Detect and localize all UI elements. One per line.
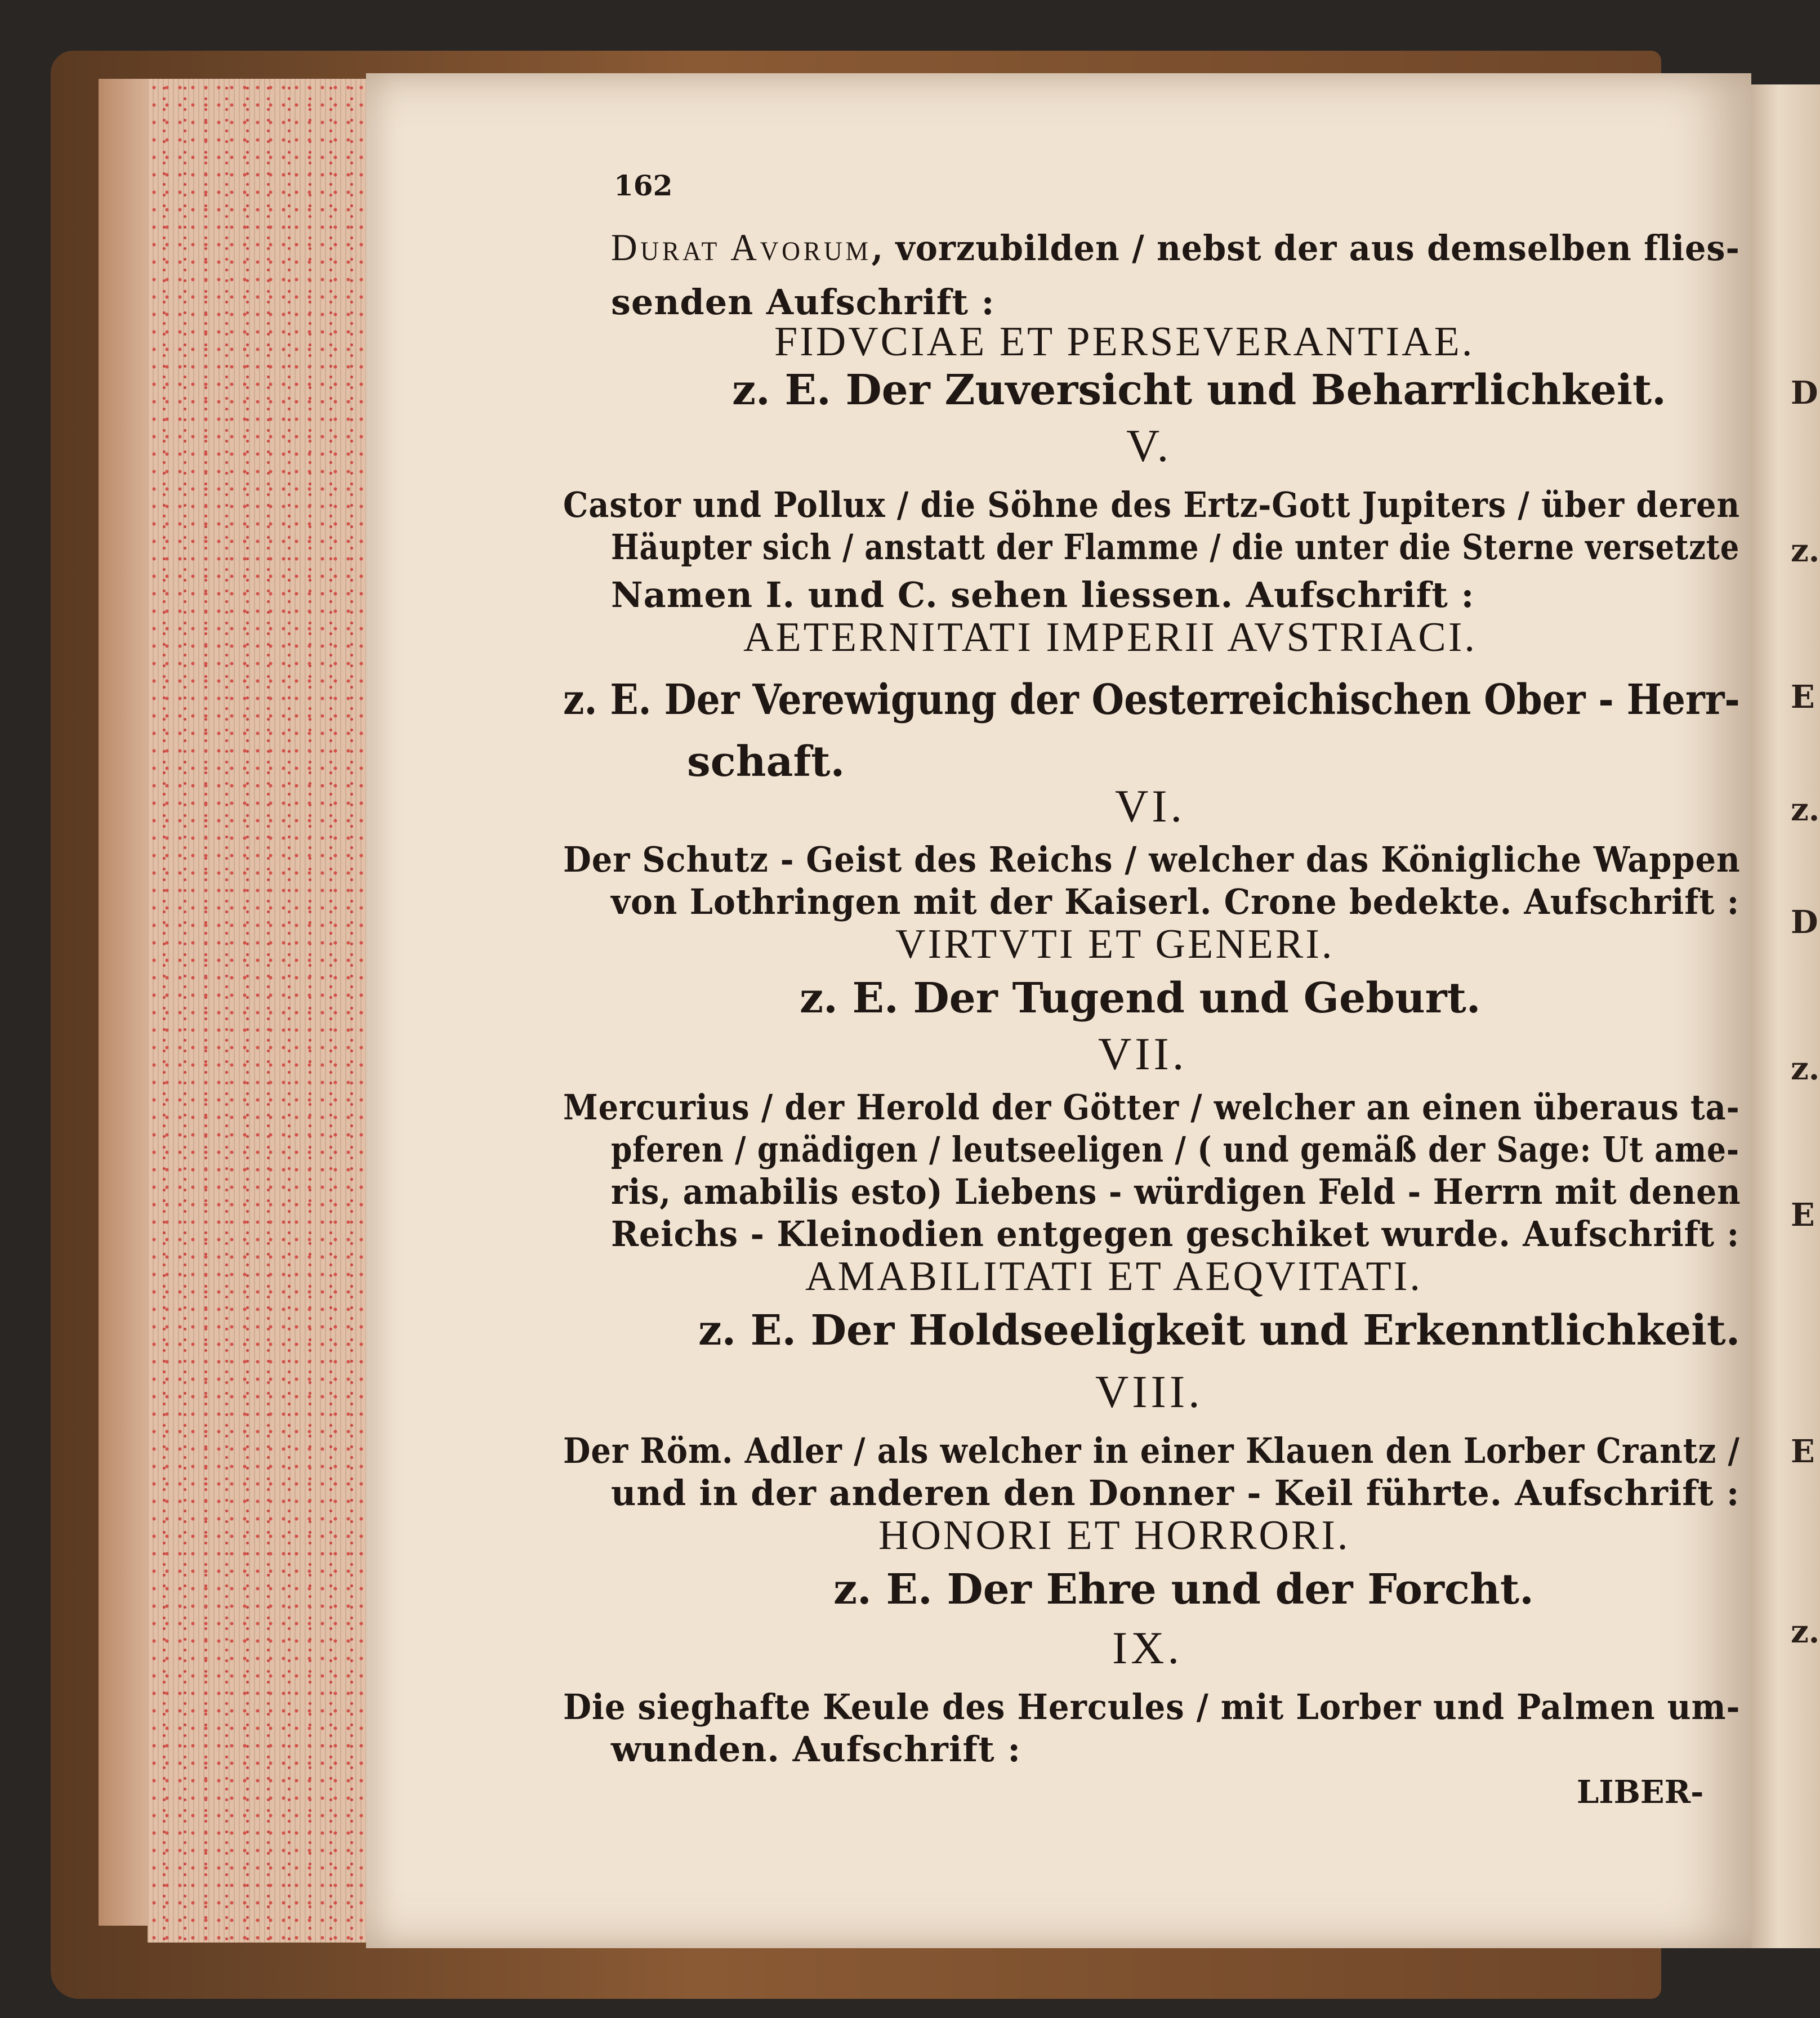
inscription-german: z. E. Der Zuversicht und Beharrlichkeit. <box>732 366 1666 414</box>
section-line: Reichs - Kleinodien entgegen geschiket wurde. Aufschrift : <box>611 1213 1740 1254</box>
facing-letter: E <box>1791 678 1815 716</box>
section-numeral: VI. <box>1115 780 1186 832</box>
intro-line-2: senden Aufschrift : <box>611 282 995 323</box>
section-line: Der Schutz - Geist des Reichs / welcher das Königliche Wappen <box>563 839 1741 880</box>
section-line: von Lothringen mit der Kaiserl. Crone bedekte. Aufschrift : <box>611 881 1740 922</box>
section-line: und in der anderen den Donner - Keil führte. Aufschrift : <box>611 1472 1740 1514</box>
inscription-latin: AETERNITATI IMPERII AVSTRIACI. <box>743 614 1477 660</box>
section-line: wunden. Aufschrift : <box>611 1729 1021 1770</box>
inscription-german: z. E. Der Tugend und Geburt. <box>800 974 1481 1023</box>
intro-smallcaps: Durat Avorum <box>611 226 872 269</box>
inscription-latin: AMABILITATI ET AEQVITATI. <box>805 1253 1422 1300</box>
inscription-latin: FIDVCIAE ET PERSEVERANTIAE. <box>774 319 1475 365</box>
inscription-german-cont: schaft. <box>687 738 845 786</box>
section-numeral: IX. <box>1112 1622 1183 1673</box>
facing-letter: E <box>1791 1433 1815 1470</box>
inscription-latin: HONORI ET HORRORI. <box>878 1512 1350 1559</box>
catchword: LIBER- <box>1577 1774 1704 1811</box>
section-line: Castor und Pollux / die Söhne des Ertz-Gott Jupiters / über deren <box>563 484 1740 525</box>
section-line: Mercurius / der Herold der Götter / welcher an einen überaus ta- <box>563 1087 1740 1128</box>
facing-letter: D <box>1791 374 1818 412</box>
facing-letter: z. <box>1791 532 1820 569</box>
section-line: Die sieghafte Keule des Hercules / mit Lorber und Palmen um- <box>563 1686 1741 1727</box>
section-line: Häupter sich / anstatt der Flamme / die unter die Sterne versetzte <box>611 526 1740 568</box>
section-numeral: V. <box>1126 420 1172 471</box>
section-line: pferen / gnädigen / leutseeligen / ( und gemäß der Sage: Ut ame- <box>611 1129 1739 1170</box>
intro-line-1-rest: , vorzubilden / nebst der aus demselben flies- <box>871 227 1740 269</box>
inscription-latin: VIRTVTI ET GENERI. <box>895 921 1335 967</box>
facing-letter: z. <box>1791 791 1820 828</box>
page-number: 162 <box>614 169 673 202</box>
section-line: ris, amabilis esto) Liebens - würdigen Feld - Herrn mit denen <box>611 1171 1741 1212</box>
facing-letter: z. <box>1791 1050 1820 1087</box>
facing-letter: D <box>1791 904 1818 941</box>
section-numeral: VII. <box>1098 1028 1188 1079</box>
section-line: Der Röm. Adler / als welcher in einer Klauen den Lorber Crantz / <box>563 1430 1740 1471</box>
inscription-german: z. E. Der Verewigung der Oesterreichischen Ober - Herr- <box>563 676 1740 724</box>
intro-line-1 <box>611 225 1740 270</box>
inscription-german: z. E. Der Ehre und der Forcht. <box>833 1565 1534 1614</box>
inscription-german: z. E. Der Holdseeligkeit und Erkenntlichkeit. <box>698 1306 1741 1355</box>
section-numeral: VIII. <box>1095 1366 1203 1417</box>
facing-letter: E <box>1791 1196 1815 1234</box>
section-line: Namen I. und C. sehen liessen. Aufschrift : <box>611 574 1475 615</box>
facing-letter: z. <box>1791 1613 1820 1650</box>
